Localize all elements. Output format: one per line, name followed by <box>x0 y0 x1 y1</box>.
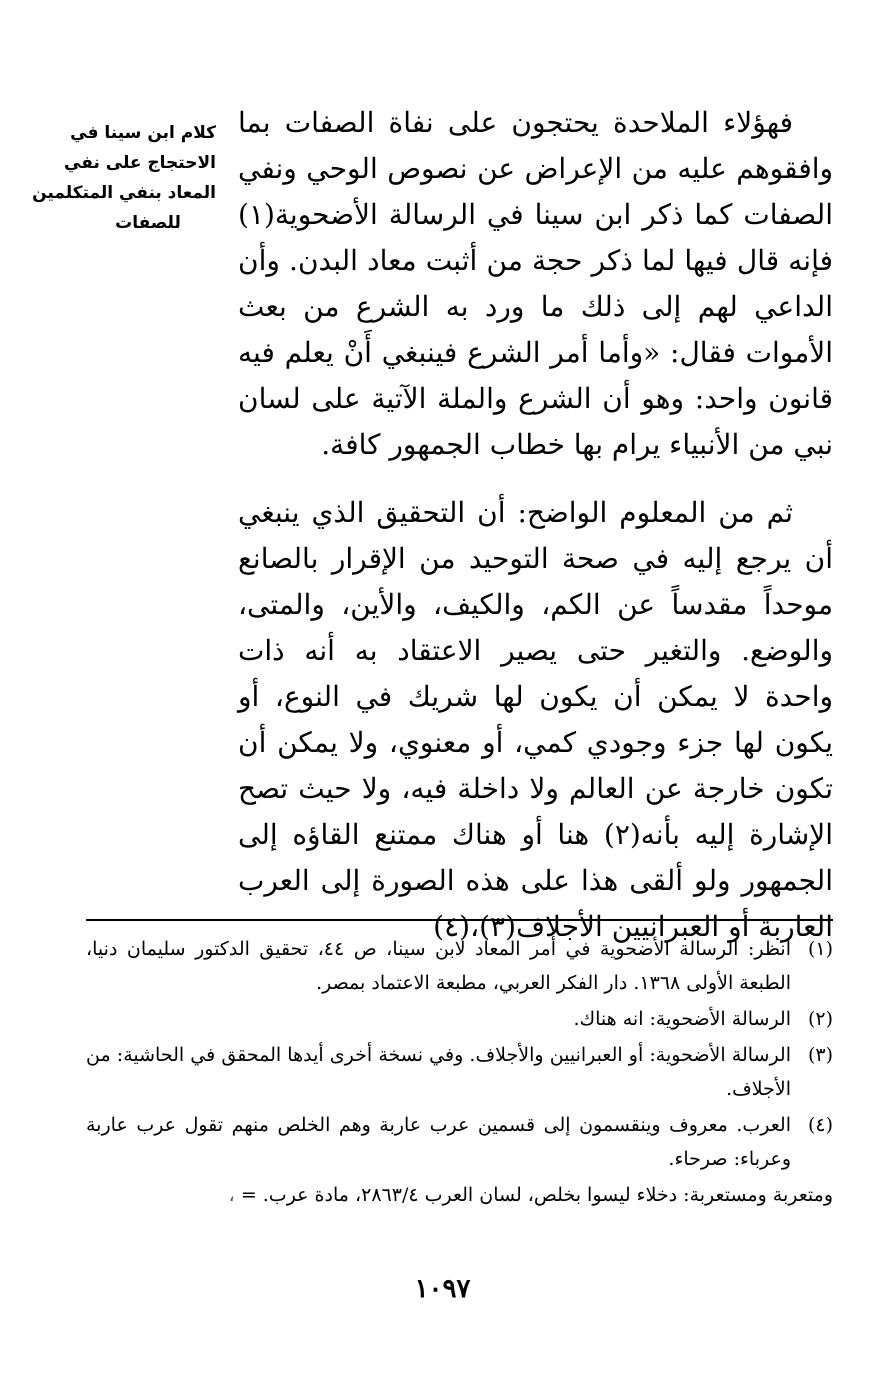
footnote-text: الرسالة الأضحوية: انه هناك. <box>573 1008 791 1030</box>
margin-note-line-1: كلام ابن سينا في <box>70 123 216 143</box>
footnote-continuation <box>86 1178 833 1212</box>
footnote-number: (٢) <box>807 1008 833 1030</box>
page-number: ١٠٩٧ <box>414 1274 471 1304</box>
footnote-4 <box>86 1108 833 1176</box>
footnotes <box>86 932 833 1212</box>
footnote-text: انظر: الرسالة الأضحوية في أمر المعاد لابن سينا، ص ٤٤، تحقيق الدكتور سليمان دنيا، الطبعة الأولى ١٣٦٨. دار الفكر العربي، مطبعة الاعتماد بمصر. <box>86 938 792 994</box>
footnote-number: (٤) <box>807 1114 833 1136</box>
paragraph-2: ثم من المعلوم الواضح: أن التحقيق الذي ينبغي أن يرجع إليه في صحة التوحيد من الإقرار بالصانع موحداً مقدساً عن الكم، والكيف، والأين، والمتى، والوضع. والتغير حتى يصير الاعتقاد به أنه ذات واحدة لا يمكن أن يكون لها شريك في النوع، أو يكون لها جزء وجودي كمي، أو معنوي، ولا يمكن أن تكون خارجة عن العالم ولا داخلة فيه، ولا حيث تصح الإشارة إليه بأنه(٢) هنا أو هناك ممتنع القاؤه إلى الجمهور ولو ألقى هذا على هذه الصورة إلى العرب العاربة أو العبرانيين الأجلاف(٣)،(٤) <box>238 496 834 943</box>
margin-note-line-3: المعاد بنفي المتكلمين <box>32 183 216 203</box>
footnote-1 <box>86 932 833 1000</box>
footnote-divider <box>86 919 833 921</box>
margin-note-line-2: الاحتجاج على نفي <box>64 153 216 173</box>
margin-note <box>32 118 216 238</box>
paragraph-1: فهؤلاء الملاحدة يحتجون على نفاة الصفات بما وافقوهم عليه من الإعراض عن نصوص الوحي ونفي الصفات كما ذكر ابن سينا في الرسالة الأضحوية(١) فإنه قال فيها لما ذكر حجة من أثبت معاد البدن. وأن الداعي لهم إلى ذلك ما ورد به الشرع من بعث الأموات فقال: «وأما أمر الشرع فينبغي أَنْ يعلم فيه قانون واحد: وهو أن الشرع والملة الآتية على لسان نبي من الأنبياء يرام بها خطاب الجمهور كافة. <box>238 106 833 461</box>
footnote-2 <box>86 1002 833 1036</box>
main-text <box>238 100 833 950</box>
footnote-text: الرسالة الأضحوية: أو العبرانيين والأجلاف. وفي نسخة أخرى أيدها المحقق في الحاشية: من الأجلاف. <box>86 1044 791 1100</box>
footnote-number: (٣) <box>807 1044 833 1066</box>
footnote-number: (١) <box>807 938 833 960</box>
footnote-3 <box>86 1038 833 1106</box>
edge-mark: ، <box>228 1184 235 1206</box>
footnote-text: العرب. معروف وينقسمون إلى قسمين عرب عاربة وهم الخلص منهم تقول عرب عاربة وعرباء: صرحاء. <box>86 1114 791 1170</box>
margin-note-line-4: للصفات <box>115 213 181 233</box>
footnote-continuation-text: ومتعربة ومستعربة: دخلاء ليسوا بخلص، لسان العرب ٢٨٦٣/٤، مادة عرب. = <box>240 1184 833 1206</box>
